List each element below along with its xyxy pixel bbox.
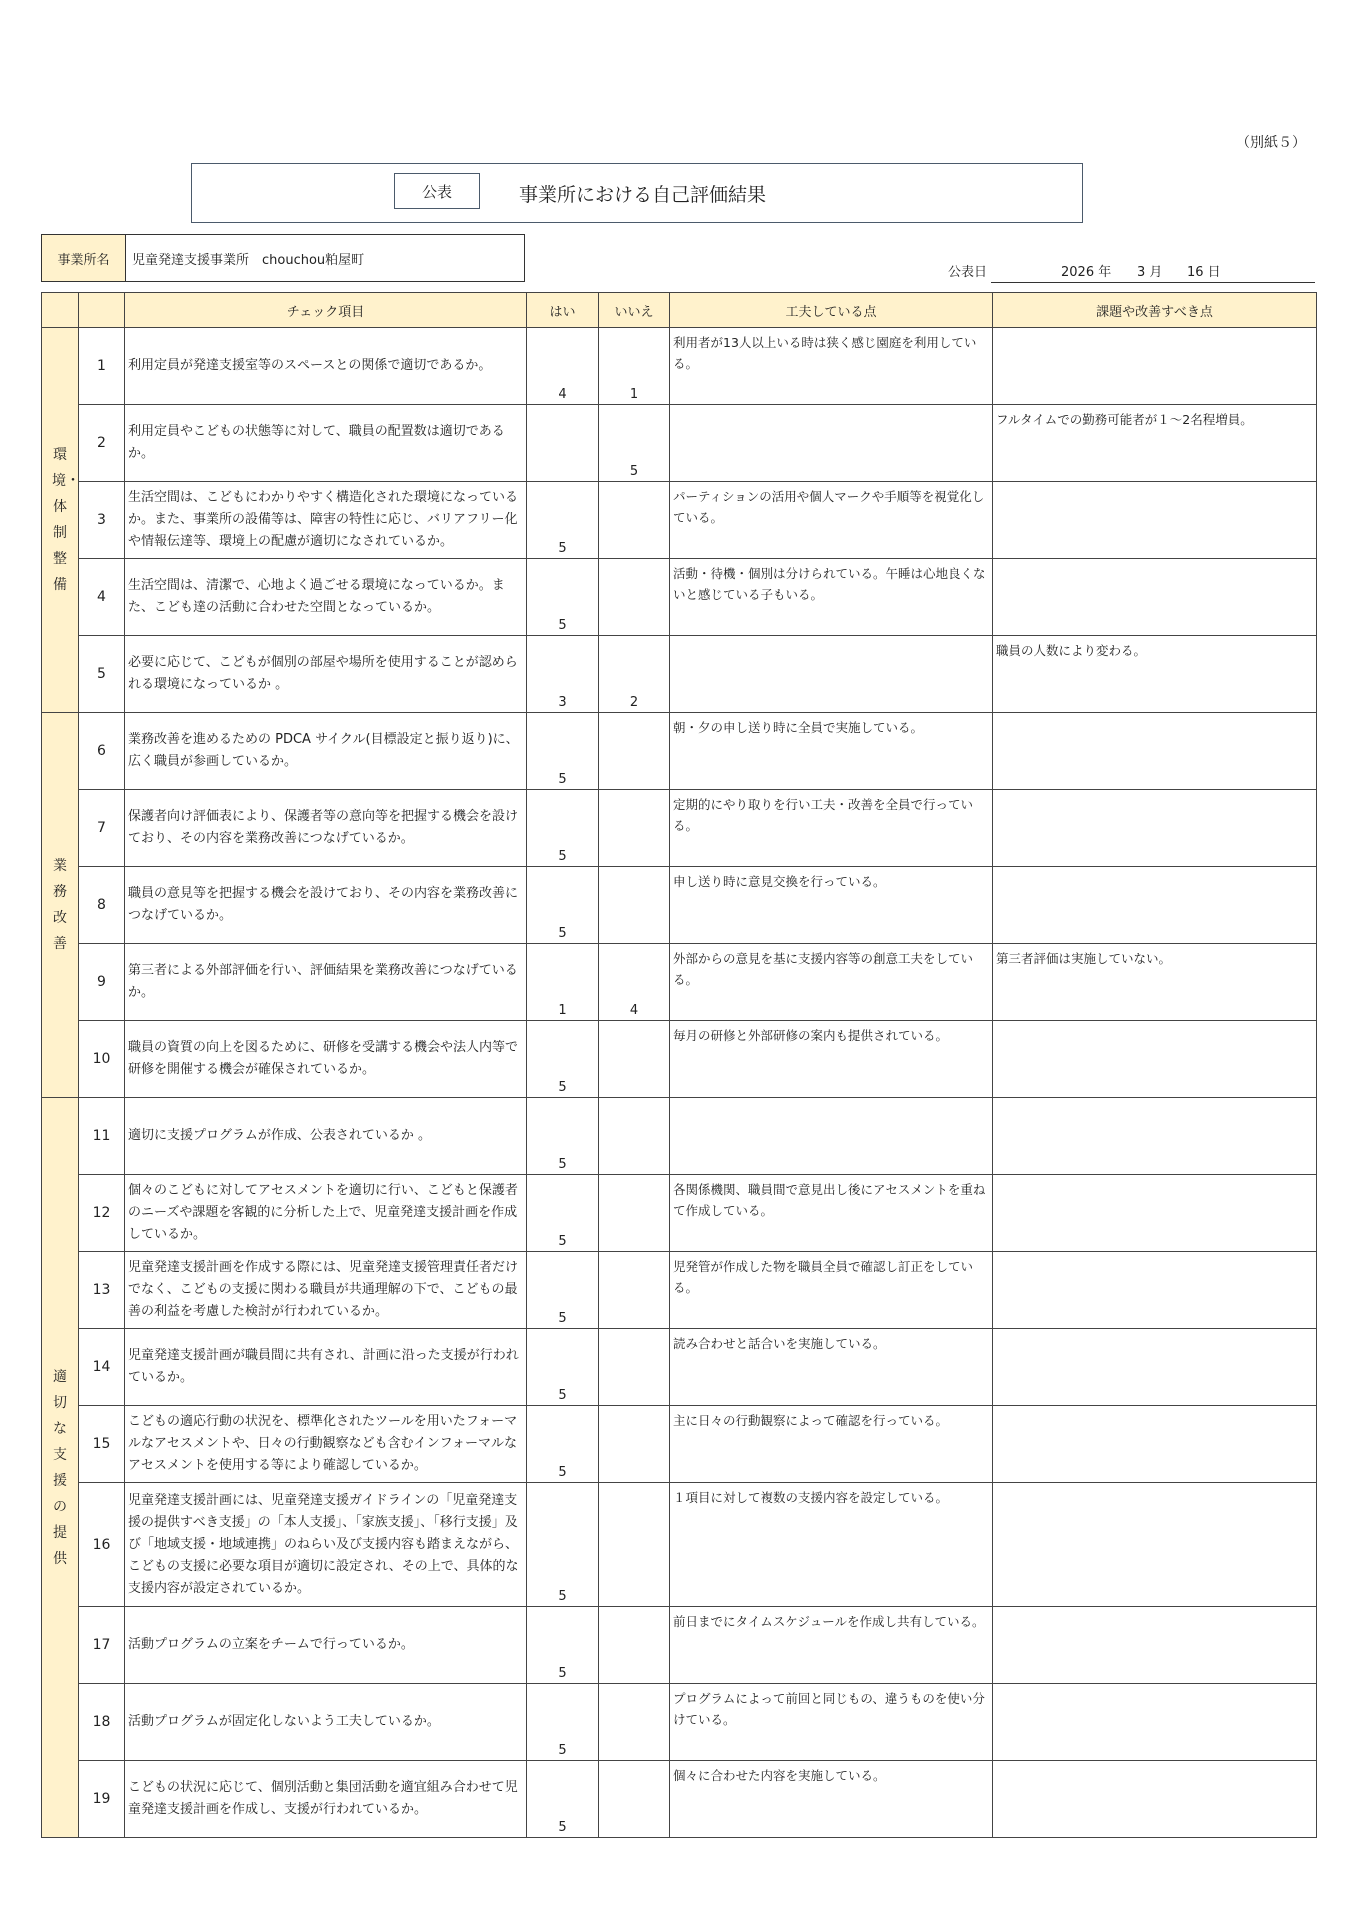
yes-count: 5 <box>527 1607 599 1684</box>
issue-note <box>993 1607 1317 1684</box>
effort-note <box>670 1098 993 1175</box>
yes-count <box>527 405 599 482</box>
table-row <box>42 1684 1317 1761</box>
table-row <box>42 1329 1317 1406</box>
no-count <box>599 1761 670 1838</box>
check-item: 活動プログラムの立案をチームで行っているか。 <box>125 1607 527 1684</box>
issue-note <box>993 559 1317 636</box>
check-item: 活動プログラムが固定化しないよう工夫しているか。 <box>125 1684 527 1761</box>
table-row <box>42 1607 1317 1684</box>
row-number: 6 <box>79 713 125 790</box>
check-item: 必要に応じて、こどもが個別の部屋や場所を使用することが認められる環境になっているか 。 <box>125 636 527 713</box>
row-number: 11 <box>79 1098 125 1175</box>
no-count <box>599 1175 670 1252</box>
table-row <box>42 1021 1317 1098</box>
no-count <box>599 867 670 944</box>
yes-count: 5 <box>527 1098 599 1175</box>
header-category <box>42 293 79 328</box>
table-header-row <box>42 293 1317 328</box>
yes-count: 5 <box>527 1684 599 1761</box>
check-item: 生活空間は、こどもにわかりやすく構造化された環境になっているか。また、事業所の設備等は、障害の特性に応じ、バリアフリー化や情報伝達等、環境上の配慮が適切になされているか。 <box>125 482 527 559</box>
no-count <box>599 482 670 559</box>
table-row <box>42 559 1317 636</box>
no-count <box>599 713 670 790</box>
publication-badge: 公表 <box>394 173 480 209</box>
yes-count: 3 <box>527 636 599 713</box>
row-number: 12 <box>79 1175 125 1252</box>
yes-count: 5 <box>527 482 599 559</box>
issue-note <box>993 790 1317 867</box>
effort-note: 読み合わせと話合いを実施している。 <box>670 1329 993 1406</box>
evaluation-table <box>41 292 1317 1838</box>
category-label: 適切な支援の提供 <box>53 1368 67 1567</box>
header-yes: はい <box>527 293 599 328</box>
no-count <box>599 790 670 867</box>
table-row <box>42 867 1317 944</box>
category-env <box>42 328 79 713</box>
issue-note <box>993 1021 1317 1098</box>
no-count: 4 <box>599 944 670 1021</box>
issue-note <box>993 1684 1317 1761</box>
yes-count: 5 <box>527 1329 599 1406</box>
table-row <box>42 1406 1317 1483</box>
annex-label: （別紙５） <box>1236 135 1306 151</box>
effort-note: 利用者が13人以上いる時は狭く感じ園庭を利用している。 <box>670 328 993 405</box>
yes-count: 5 <box>527 867 599 944</box>
effort-note: 定期的にやり取りを行い工夫・改善を全員で行っている。 <box>670 790 993 867</box>
issue-note: 職員の人数により変わる。 <box>993 636 1317 713</box>
header-number <box>79 293 125 328</box>
check-item: 適切に支援プログラムが作成、公表されているか 。 <box>125 1098 527 1175</box>
publication-date-label: 公表日 <box>948 265 988 280</box>
row-number: 19 <box>79 1761 125 1838</box>
yes-count: 5 <box>527 1406 599 1483</box>
row-number: 18 <box>79 1684 125 1761</box>
header-effort: 工夫している点 <box>670 293 993 328</box>
yes-count: 5 <box>527 790 599 867</box>
table-row <box>42 1483 1317 1607</box>
check-item: 児童発達支援計画には、児童発達支援ガイドラインの「児童発達支援の提供すべき支援」の「本人支援」、「家族支援」、「移行支援」及び「地域支援・地域連携」のねらい及び支援内容も踏まえながら、こどもの支援に必要な項目が適切に設定され、その上で、具体的な支援内容が設定されているか。 <box>125 1483 527 1607</box>
effort-note: 朝・夕の申し送り時に全員で実施している。 <box>670 713 993 790</box>
check-item: 児童発達支援計画を作成する際には、児童発達支援管理責任者だけでなく、こどもの支援に関わる職員が共通理解の下で、こどもの最善の利益を考慮した検討が行われているか。 <box>125 1252 527 1329</box>
publication-date <box>991 250 1315 283</box>
no-count <box>599 1406 670 1483</box>
row-number: 4 <box>79 559 125 636</box>
effort-note: パーティションの活用や個人マークや手順等を視覚化している。 <box>670 482 993 559</box>
issue-note <box>993 328 1317 405</box>
row-number: 2 <box>79 405 125 482</box>
effort-note: 毎月の研修と外部研修の案内も提供されている。 <box>670 1021 993 1098</box>
effort-note: プログラムによって前回と同じもの、違うものを使い分けている。 <box>670 1684 993 1761</box>
effort-note: 申し送り時に意見交換を行っている。 <box>670 867 993 944</box>
effort-note: 前日までにタイムスケジュールを作成し共有している。 <box>670 1607 993 1684</box>
yes-count: 1 <box>527 944 599 1021</box>
table-row <box>42 790 1317 867</box>
category-biz <box>42 713 79 1098</box>
table-row <box>42 328 1317 405</box>
effort-note: 個々に合わせた内容を実施している。 <box>670 1761 993 1838</box>
no-count: 2 <box>599 636 670 713</box>
effort-note: 主に日々の行動観察によって確認を行っている。 <box>670 1406 993 1483</box>
issue-note: フルタイムでの勤務可能者が１～2名程増員。 <box>993 405 1317 482</box>
no-count <box>599 1684 670 1761</box>
effort-note: 各関係機関、職員間で意見出し後にアセスメントを重ねて作成している。 <box>670 1175 993 1252</box>
check-item: 第三者による外部評価を行い、評価結果を業務改善につなげているか。 <box>125 944 527 1021</box>
row-number: 9 <box>79 944 125 1021</box>
header-issue: 課題や改善すべき点 <box>993 293 1317 328</box>
row-number: 10 <box>79 1021 125 1098</box>
issue-note <box>993 1329 1317 1406</box>
row-number: 1 <box>79 328 125 405</box>
no-count: 5 <box>599 405 670 482</box>
category-label: 環境・体制整備 <box>52 447 80 593</box>
issue-note <box>993 1483 1317 1607</box>
yes-count: 5 <box>527 1175 599 1252</box>
issue-note <box>993 1761 1317 1838</box>
office-box <box>41 234 525 282</box>
table-row <box>42 482 1317 559</box>
no-count <box>599 1252 670 1329</box>
issue-note <box>993 1406 1317 1483</box>
check-item: こどもの適応行動の状況を、標準化されたツールを用いたフォーマルなアセスメントや、日々の行動観察なども含むインフォーマルなアセスメントを使用する等により確認しているか。 <box>125 1406 527 1483</box>
header-check-item: チェック項目 <box>125 293 527 328</box>
effort-note: 児発管が作成した物を職員全員で確認し訂正をしている。 <box>670 1252 993 1329</box>
check-item: 業務改善を進めるための PDCA サイクル(目標設定と振り返り)に、広く職員が参画しているか。 <box>125 713 527 790</box>
no-count <box>599 559 670 636</box>
title-box <box>191 163 1083 223</box>
issue-note <box>993 1252 1317 1329</box>
yes-count: 5 <box>527 1252 599 1329</box>
table-row <box>42 1252 1317 1329</box>
publication-month: 3 月 <box>1137 265 1163 280</box>
effort-note <box>670 405 993 482</box>
no-count <box>599 1098 670 1175</box>
effort-note: 外部からの意見を基に支援内容等の創意工夫をしている。 <box>670 944 993 1021</box>
table-row <box>42 636 1317 713</box>
page-title: 事業所における自己評価結果 <box>519 184 767 206</box>
check-item: 保護者向け評価表により、保護者等の意向等を把握する機会を設けており、その内容を業務改善につなげているか。 <box>125 790 527 867</box>
issue-note <box>993 867 1317 944</box>
row-number: 14 <box>79 1329 125 1406</box>
row-number: 16 <box>79 1483 125 1607</box>
no-count <box>599 1021 670 1098</box>
no-count <box>599 1607 670 1684</box>
row-number: 15 <box>79 1406 125 1483</box>
no-count: 1 <box>599 328 670 405</box>
row-number: 8 <box>79 867 125 944</box>
check-item: こどもの状況に応じて、個別活動と集団活動を適宜組み合わせて児童発達支援計画を作成し、支援が行われているか。 <box>125 1761 527 1838</box>
check-item: 職員の資質の向上を図るために、研修を受講する機会や法人内等で研修を開催する機会が確保されているか。 <box>125 1021 527 1098</box>
table-row <box>42 944 1317 1021</box>
issue-note <box>993 482 1317 559</box>
yes-count: 5 <box>527 713 599 790</box>
row-number: 5 <box>79 636 125 713</box>
yes-count: 5 <box>527 1021 599 1098</box>
no-count <box>599 1329 670 1406</box>
category-support <box>42 1098 79 1838</box>
table-row <box>42 1175 1317 1252</box>
effort-note: １項目に対して複数の支援内容を設定している。 <box>670 1483 993 1607</box>
issue-note <box>993 1098 1317 1175</box>
check-item: 生活空間は、清潔で、心地よく過ごせる環境になっているか。また、こども達の活動に合わせた空間となっているか。 <box>125 559 527 636</box>
category-label: 業務改善 <box>53 858 67 952</box>
issue-note: 第三者評価は実施していない。 <box>993 944 1317 1021</box>
no-count <box>599 1483 670 1607</box>
office-name: 児童発達支援事業所 chouchou粕屋町 <box>132 253 365 268</box>
check-item: 利用定員が発達支援室等のスペースとの関係で適切であるか。 <box>125 328 527 405</box>
effort-note <box>670 636 993 713</box>
yes-count: 4 <box>527 328 599 405</box>
check-item: 個々のこどもに対してアセスメントを適切に行い、こどもと保護者のニーズや課題を客観的に分析した上で、児童発達支援計画を作成しているか。 <box>125 1175 527 1252</box>
check-item: 児童発達支援計画が職員間に共有され、計画に沿った支援が行われているか。 <box>125 1329 527 1406</box>
issue-note <box>993 713 1317 790</box>
header-no: いいえ <box>599 293 670 328</box>
yes-count: 5 <box>527 1483 599 1607</box>
effort-note: 活動・待機・個別は分けられている。午睡は心地良くないと感じている子もいる。 <box>670 559 993 636</box>
row-number: 17 <box>79 1607 125 1684</box>
table-row <box>42 1761 1317 1838</box>
row-number: 13 <box>79 1252 125 1329</box>
row-number: 3 <box>79 482 125 559</box>
check-item: 利用定員やこどもの状態等に対して、職員の配置数は適切であるか。 <box>125 405 527 482</box>
publication-day: 16 日 <box>1187 265 1221 280</box>
table-row <box>42 1098 1317 1175</box>
check-item: 職員の意見等を把握する機会を設けており、その内容を業務改善につなげているか。 <box>125 867 527 944</box>
issue-note <box>993 1175 1317 1252</box>
publication-year: 2026 年 <box>1061 265 1112 280</box>
table-row <box>42 713 1317 790</box>
row-number: 7 <box>79 790 125 867</box>
office-label: 事業所名 <box>42 235 126 281</box>
table-row <box>42 405 1317 482</box>
yes-count: 5 <box>527 559 599 636</box>
yes-count: 5 <box>527 1761 599 1838</box>
